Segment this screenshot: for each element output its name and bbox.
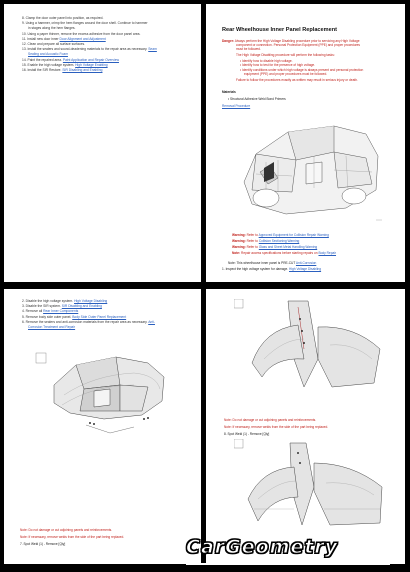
step-item	[22, 68, 102, 72]
step-item	[22, 58, 119, 62]
warning-block	[232, 233, 397, 257]
warning-label: Note:	[232, 251, 242, 256]
danger-line: must be followed.	[236, 47, 261, 52]
warning-line	[232, 245, 397, 249]
step-link[interactable]: SIR Disabling and Enabling	[61, 304, 102, 309]
step-number: 8.	[22, 16, 25, 20]
step-link[interactable]: Door Alignment and Adjustment	[59, 36, 106, 41]
step-number: 15.	[22, 62, 27, 67]
manual-page-2	[206, 4, 405, 282]
vehicle-body-illustration	[226, 112, 386, 230]
warning-label: Warning:	[232, 245, 247, 250]
step-text: Disable the SIR system.	[25, 304, 62, 309]
step-link[interactable]: Rear Inner Components	[43, 309, 79, 314]
step-number: 6.	[22, 319, 25, 324]
step-text: Using a hammer, crimp the hem flanges around the door shell. Continue to hammer	[25, 21, 148, 26]
step-number: 12.	[22, 42, 27, 46]
step-link[interactable]: Body Side Outer Panel Replacement	[72, 314, 127, 319]
danger-line: component or connection. Personal Protection Equipment (PPE) and proper procedures	[236, 43, 361, 48]
step-item	[22, 309, 78, 313]
danger-footer: Failure to follow the procedures exactly as written may result in serious injury or death.	[236, 77, 358, 82]
step-item	[22, 52, 68, 56]
danger-bullet: equipment (PPE) and proper procedures must be followed.	[244, 71, 328, 76]
step-link[interactable]: Corrosion Treatment and Repair	[28, 325, 76, 329]
warning-link[interactable]: Approved Equipment for Collision Repair Warning	[258, 233, 329, 237]
cargeometry-logo: CarGeometry	[186, 536, 339, 558]
step-item	[22, 47, 157, 51]
step-item	[22, 325, 75, 329]
step-link[interactable]: SIR Disabling and Enabling	[62, 68, 103, 72]
page-title: Rear Wheelhouse Inner Panel Replacement	[222, 27, 338, 33]
step-number: 1.	[222, 266, 225, 271]
manual-page-4	[206, 289, 405, 564]
step-text: Install the SIR Restore.	[27, 68, 63, 72]
warning-text: Repair access specifications before starting repairs on	[241, 251, 319, 256]
step-text: Install the sealers and sound-deadening materials to the repair area as necessary.	[27, 47, 149, 52]
danger-line: Always perform the High Voltage Disabling procedure prior to servicing any High Voltage	[234, 39, 360, 43]
step-item	[22, 32, 140, 36]
materials-heading: Materials	[222, 90, 236, 94]
warning-link[interactable]: Collision Sectioning Warning	[258, 239, 300, 244]
step-number: 14.	[22, 57, 27, 62]
step-link[interactable]: Anti-	[148, 319, 155, 324]
step-text: Remove all	[25, 309, 44, 314]
note-line: Note: If necessary, remove welds from the side of the part being replaced.	[224, 425, 329, 429]
warning-text: Refer to	[246, 245, 259, 250]
step-link[interactable]: High Voltage Disabling	[289, 266, 322, 271]
step-text: Remove the sealers and anti-corrosion materials from the repair area as necessary.	[25, 319, 149, 324]
manual-page-1	[4, 4, 201, 282]
spot-weld-step: 8. Spot Weld (1) - Remove [Qty]	[224, 432, 270, 436]
step-number: 9.	[22, 21, 25, 26]
manual-page-3	[4, 289, 201, 564]
step-text: Install new door inner	[27, 36, 60, 41]
warning-line	[232, 239, 397, 243]
step-link[interactable]: Paint Application and Repair Overview	[62, 57, 119, 62]
step-item	[22, 304, 102, 308]
step-item	[22, 299, 107, 303]
logo-underline	[186, 563, 390, 565]
step-number: 10.	[22, 31, 27, 36]
step-number: 13.	[22, 47, 27, 52]
step-item	[22, 315, 126, 319]
removal-procedure-link[interactable]: Removal Procedure	[222, 104, 251, 108]
danger-bullet: • Identify how to disable high voltage.	[222, 59, 394, 63]
step-number: 4.	[22, 309, 25, 314]
step-link[interactable]: Seam	[148, 47, 157, 52]
danger-label: Danger:	[222, 39, 235, 43]
danger-block	[222, 39, 394, 82]
wheelhouse-panel-illustration-upper	[234, 299, 394, 391]
danger-bullet: • Identify conditions under which high voltage is always present and personal protection	[222, 68, 394, 72]
step-text: Enable the high voltage system.	[27, 62, 76, 67]
step-text: Inspect the high voltage system for damage.	[225, 266, 289, 271]
step-item	[22, 42, 85, 46]
step-list	[222, 261, 397, 272]
step-text: in stages along the hem flanges.	[28, 26, 76, 31]
warning-label: Warning:	[232, 239, 247, 244]
step-item	[22, 37, 106, 41]
wheelhouse-removal-illustration	[24, 345, 188, 445]
materials-item: • Structural Adhesive Weld Bond Primers	[228, 97, 286, 101]
step-link[interactable]: Sealing and Acoustic Foam	[28, 52, 68, 57]
spot-weld-step: 7. Spot Weld (1) - Remove [Qty]	[20, 542, 66, 546]
warning-line	[232, 251, 397, 255]
step-text: Note: This wheelhouse inner panel is PRE-CUT	[228, 261, 296, 265]
step-item	[22, 26, 75, 30]
note-line: Note: Do not damage or cut adjoining panels and reinforcements.	[224, 418, 317, 422]
danger-bullet: • Identify how to test for the presence of high voltage.	[222, 63, 394, 67]
step-text: Using a paper thinner, remove the excess adhesive from the door panel area.	[27, 31, 141, 36]
step-number: 5.	[22, 314, 25, 319]
note-line: Note: Do not damage or cut adjoining panels and reinforcements.	[20, 528, 113, 532]
step-item	[22, 16, 103, 20]
warning-line	[232, 233, 397, 237]
note-line: Note: If necessary, remove welds from the side of the part being replaced.	[20, 535, 125, 539]
step-item	[22, 21, 148, 25]
step-number: 16.	[22, 68, 27, 72]
step-item	[222, 267, 397, 271]
step-link[interactable]: High Voltage Enabling	[75, 62, 108, 67]
step-text: Clean and prepare all surface surfaces.	[27, 42, 86, 46]
warning-link[interactable]: Glass and Sheet Metal Handling Warning	[258, 245, 318, 250]
danger-line: The High Voltage Disabling procedure will perform the following tasks:	[236, 53, 335, 58]
step-text: Remove body side outer panel.	[25, 314, 73, 319]
step-number: 2.	[22, 299, 25, 303]
step-number: 11.	[22, 36, 27, 41]
warning-text: Refer to	[246, 233, 259, 237]
step-item	[222, 261, 397, 265]
step-text: Clamp the door outer panel into position, as required.	[25, 16, 104, 20]
wheelhouse-panel-illustration-lower	[234, 439, 394, 529]
warning-link[interactable]: Body Repair	[318, 251, 337, 256]
step-item	[22, 320, 155, 324]
warning-text: Refer to	[246, 239, 259, 244]
step-text: Disable the high voltage system.	[25, 299, 75, 303]
warning-label: Warning:	[232, 233, 247, 237]
step-number: 3.	[22, 304, 25, 309]
step-link[interactable]: High Voltage Disabling	[74, 299, 108, 303]
step-item	[22, 63, 108, 67]
step-text: Paint the repaired area.	[27, 57, 63, 62]
step-link[interactable]: Anti-Corrosion	[295, 261, 317, 265]
